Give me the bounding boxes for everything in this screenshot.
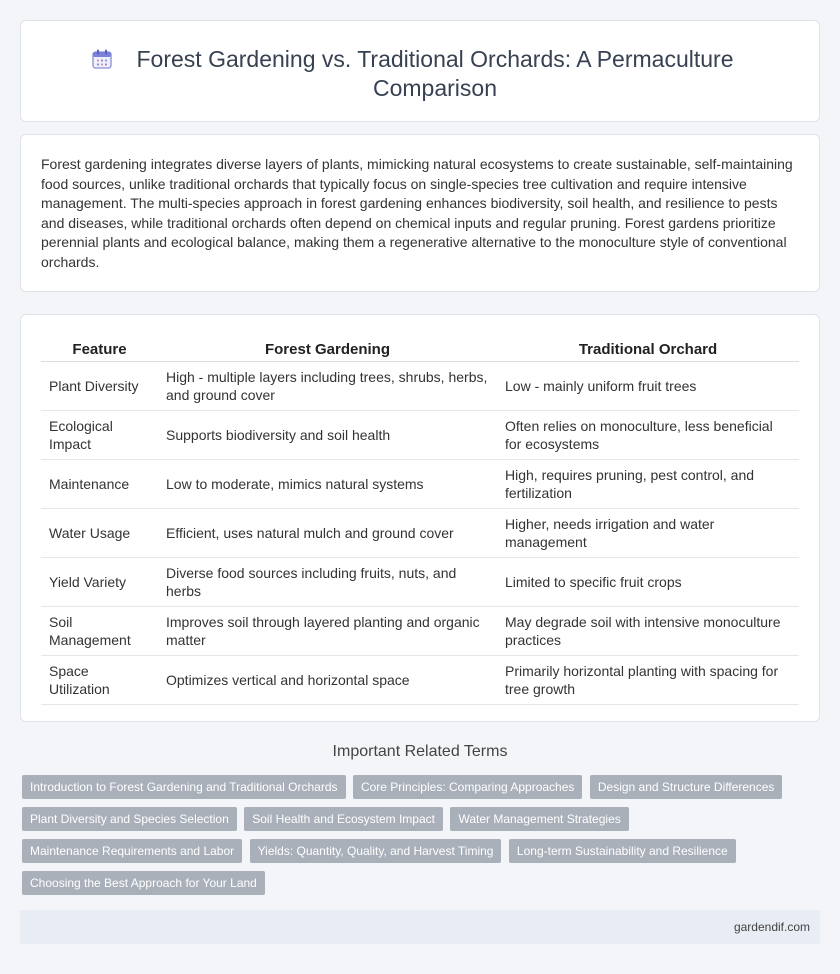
- feature-cell: Ecological Impact: [41, 410, 158, 459]
- forest-gardening-cell: Supports biodiversity and soil health: [158, 410, 497, 459]
- related-term-tag[interactable]: Yields: Quantity, Quality, and Harvest Timing: [250, 839, 502, 863]
- forest-gardening-cell: Optimizes vertical and horizontal space: [158, 655, 497, 704]
- forest-gardening-cell: Diverse food sources including fruits, nuts, and herbs: [158, 557, 497, 606]
- feature-cell: Plant Diversity: [41, 361, 158, 410]
- related-term-tag[interactable]: Long-term Sustainability and Resilience: [509, 839, 736, 863]
- table-row: [41, 655, 799, 704]
- footer: [20, 910, 820, 944]
- table-row: [41, 410, 799, 459]
- traditional-orchard-cell: Low - mainly uniform fruit trees: [497, 361, 799, 410]
- related-term-tag[interactable]: Plant Diversity and Species Selection: [22, 807, 237, 831]
- related-terms-list: [22, 775, 812, 903]
- table-header-row: [41, 335, 799, 361]
- forest-gardening-cell: Efficient, uses natural mulch and ground cover: [158, 508, 497, 557]
- related-terms-title: Important Related Terms: [332, 743, 508, 760]
- traditional-orchard-cell: May degrade soil with intensive monoculture practices: [497, 606, 799, 655]
- feature-cell: Soil Management: [41, 606, 158, 655]
- comparison-table: [41, 335, 799, 705]
- table-row: [41, 361, 799, 410]
- related-term-tag[interactable]: Choosing the Best Approach for Your Land: [22, 871, 265, 895]
- footer-site-link[interactable]: gardendif.com: [733, 920, 810, 934]
- related-term-tag[interactable]: Design and Structure Differences: [590, 775, 783, 799]
- table-row: [41, 459, 799, 508]
- traditional-orchard-cell: High, requires pruning, pest control, and fertilization: [497, 459, 799, 508]
- traditional-orchard-cell: Limited to specific fruit crops: [497, 557, 799, 606]
- related-term-tag[interactable]: Core Principles: Comparing Approaches: [353, 775, 582, 799]
- related-term-tag[interactable]: Water Management Strategies: [450, 807, 628, 831]
- page-title: Forest Gardening vs. Traditional Orchards: A Permaculture Comparison: [136, 46, 734, 101]
- forest-gardening-cell: High - multiple layers including trees, shrubs, herbs, and ground cover: [158, 361, 497, 410]
- feature-cell: Space Utilization: [41, 655, 158, 704]
- column-header-feature: Feature: [41, 335, 158, 361]
- table-row: [41, 606, 799, 655]
- table-row: [41, 557, 799, 606]
- related-term-tag[interactable]: Maintenance Requirements and Labor: [22, 839, 242, 863]
- related-term-tag[interactable]: Soil Health and Ecosystem Impact: [244, 807, 443, 831]
- traditional-orchard-cell: Primarily horizontal planting with spacing for tree growth: [497, 655, 799, 704]
- intro-paragraph: Forest gardening integrates diverse layers of plants, mimicking natural ecosystems to create sustainable, self-maintaining food sources, unlike traditional orchards that typically focus on single-species tree cultivation and require intensive management. The multi-species approach in forest gardening enhances biodiversity, soil health, and resilience to pests and diseases, while traditional orchards often depend on chemical inputs and regular pruning. Forest gardens prioritize perennial plants and ecological balance, making them a regenerative alternative to the monoculture style of conventional orchards.: [41, 156, 793, 270]
- forest-gardening-cell: Low to moderate, mimics natural systems: [158, 459, 497, 508]
- feature-cell: Water Usage: [41, 508, 158, 557]
- column-header-forest-gardening: Forest Gardening: [158, 335, 497, 361]
- feature-cell: Maintenance: [41, 459, 158, 508]
- traditional-orchard-cell: Higher, needs irrigation and water management: [497, 508, 799, 557]
- feature-cell: Yield Variety: [41, 557, 158, 606]
- comparison-table-card: [20, 314, 820, 722]
- column-header-traditional-orchard: Traditional Orchard: [497, 335, 799, 361]
- table-row: [41, 508, 799, 557]
- title-card: [20, 20, 820, 122]
- traditional-orchard-cell: Often relies on monoculture, less beneficial for ecosystems: [497, 410, 799, 459]
- forest-gardening-cell: Improves soil through layered planting and organic matter: [158, 606, 497, 655]
- intro-card: [20, 134, 820, 292]
- related-term-tag[interactable]: Introduction to Forest Gardening and Traditional Orchards: [22, 775, 346, 799]
